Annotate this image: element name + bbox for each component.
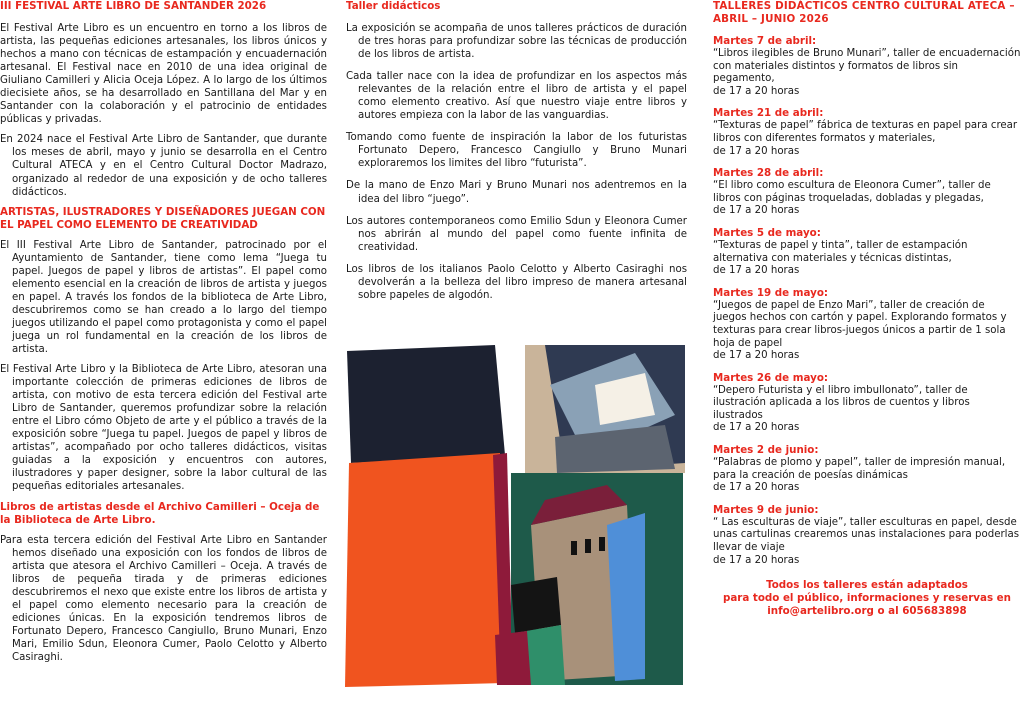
- workshop-description: “Texturas de papel” fábrica de texturas en papel para crear libros con diferentes formatos y materiales,: [713, 120, 1018, 144]
- workshop-description: “Texturas de papel y tinta”, taller de estampación alternativa con materiales y técnicas distintas,: [713, 239, 968, 264]
- workshop-description: “Libros ilegibles de Bruno Munari”, taller de encuadernación con materiales distintos y formatos de libros sin pegamento,: [713, 48, 1021, 85]
- closing-line-2: para todo el público, informaciones y reservas en: [722, 592, 1011, 605]
- workshop-item: [713, 444, 1021, 495]
- workshops-paragraph-4: De la mano de Enzo Mari y Bruno Munari nos adentremos en la idea del libro “juego”.: [346, 180, 687, 205]
- collage-window: [571, 541, 577, 555]
- workshop-item: [713, 107, 1021, 158]
- workshop-item: [713, 287, 1021, 363]
- workshop-description: “Depero Futurista y el libro imbullonato”, taller de ilustración aplicada a los libros de cuentos y libros ilustrados: [713, 384, 970, 421]
- column-workshop-schedule: [713, 0, 1021, 618]
- collage-navy-sheet: [347, 345, 505, 463]
- workshop-time: de 17 a 20 horas: [713, 554, 800, 566]
- workshops-paragraph-2: Cada taller nace con la idea de profundizar en los aspectos más relevantes de la relación entre el libro de artista y el papel como elemento creativo. Así que nuestro viaje entre libros y autores empieza con la labor de las vanguardias.: [346, 71, 687, 122]
- workshop-date: Martes 2 de junio:: [713, 444, 819, 457]
- workshop-date: Martes 28 de abril:: [713, 167, 824, 180]
- workshop-time: de 17 a 20 horas: [713, 422, 800, 434]
- workshop-description: “Palabras de plomo y papel”, taller de impresión manual, para la creación de poesías dinámicas: [713, 457, 1006, 481]
- workshops-paragraph-5: Los autores contemporaneos como Emilio Sdun y Eleonora Cumer nos abrirán al mundo del papel como fuente infinita de creatividad.: [346, 215, 687, 253]
- workshop-item: [713, 372, 1021, 435]
- workshop-item: [713, 167, 1021, 218]
- column-festival-info: [0, 0, 327, 664]
- collage-orange-sheet: [345, 453, 505, 687]
- workshop-time: de 17 a 20 horas: [713, 265, 800, 277]
- festival-heading: III FESTIVAL ARTE LIBRO DE SANTANDER 2026: [0, 0, 267, 12]
- workshop-time: de 17 a 20 horas: [713, 85, 800, 97]
- workshops-heading: Taller didácticos: [346, 0, 441, 12]
- workshop-date: Martes 5 de mayo:: [713, 226, 821, 239]
- workshops-paragraph-6: Los libros de los italianos Paolo Celotto y Alberto Casiraghi nos devolverán a la belleza del libro impreso de manera artesanal sobre papeles de algodón.: [346, 263, 687, 301]
- festival-theme-paragraph: El III Festival Arte Libro de Santander, patrocinado por el Ayuntamiento de Santander, tiene como lema “Juega tu papel. Juegos de papel y libros de artistas”. El papel como elemento esencial en la creación de libros de artista y juegos en papel. A través los fondos de la biblioteca de Arte Libro, descubriremos como se han creado a lo largo del tiempo juegos utilizando el papel como protagonista y como el papel juega un rol fundamental en la creación de los libros de artista.: [0, 239, 327, 355]
- workshops-paragraph-1: La exposición se acompaña de unos talleres prácticos de duración de tres horas para profundizar sobre las técnicas de producción de los libros de artista.: [346, 23, 687, 61]
- workshop-date: Martes 26 de mayo:: [713, 371, 829, 384]
- collage-black-piece: [511, 577, 561, 633]
- festival-2024-paragraph: En 2024 nace el Festival Arte Libro de Santander, que durante los meses de abril, mayo y junio se desarrolla en el Centro Cultural ATECA y en el Centro Cultural Doctor Madrazo, organizado al rededor de una exposición y de ocho talleres didácticos.: [0, 134, 327, 198]
- collage-window: [599, 537, 605, 551]
- workshop-item: [713, 227, 1021, 278]
- schedule-heading: TALLERES DIDÁCTICOS CENTRO CULTURAL ATECA – ABRIL – JUNIO 2026: [713, 0, 1015, 25]
- closing-note: [713, 579, 1021, 618]
- artists-heading: ARTISTAS, ILUSTRADORES Y DISEÑADORES JUEGAN CON EL PAPEL COMO ELEMENTO DE CREATIVIDAD: [0, 205, 326, 231]
- contact-info[interactable]: info@artelibro.org o al 605683898: [767, 605, 967, 618]
- workshop-description: “Juegos de papel de Enzo Mari”, taller de creación de juegos hechos con cartón y papel. Explorando formatos y texturas para crear libros-juegos únicos a partir de 1 sola hoja de papel: [713, 299, 1007, 349]
- workshop-time: de 17 a 20 horas: [713, 205, 800, 217]
- workshop-time: de 17 a 20 horas: [713, 482, 800, 494]
- workshop-item: [713, 35, 1021, 98]
- workshop-time: de 17 a 20 horas: [713, 350, 800, 362]
- workshop-item: [713, 504, 1021, 567]
- column-workshops-intro: [346, 0, 687, 302]
- workshop-date: Martes 21 de abril:: [713, 107, 824, 120]
- workshop-description: “El libro como escultura de Eleonora Cumer”, taller de libros con páginas troqueladas, dobladas y plegadas,: [713, 180, 991, 204]
- workshops-paragraph-3: Tomando como fuente de inspiración la labor de los futuristas Fortunato Depero, Francesco Cangiullo y Bruno Munari exploraremos los limites del libro “futurista”.: [346, 132, 687, 170]
- festival-intro-paragraph: El Festival Arte Libro es un encuentro en torno a los libros de artista, las pequeñas ediciones artesanales, los libros únicos y hechos a mano con técnicas de estampación y encuadernación artesanal. El Festival nace en 2010 de una idea original de Giuliano Camilleri y Alicia Oceja López. A lo largo de los últimos diecisiete años, se ha desarrollado en Santillana del Mar y en Santander con la colaboración y el patrocinio de entidades públicas y privadas.: [0, 23, 327, 126]
- workshop-time: de 17 a 20 horas: [713, 145, 800, 157]
- library-collection-paragraph: El Festival Arte Libro y la Biblioteca de Arte Libro, atesoran una importante colección de primeras ediciones de libros de artista, con motivo de esta tercera edición del Festival arte Libro de Santander, queremos profundizar sobre la relación entre el Libro cómo Objeto de arte y el público a través de la exposición sobre “Juega tu papel. Juegos de papel y libros de artistas”, acompañado por ocho talleres didácticos, visitas guiadas a la exposición y encuentros con autores, ilustradores y paper designer, sobre la labor cultural de las pequeñas editoriales artesanales.: [0, 364, 327, 493]
- workshop-description: “ Las esculturas de viaje”, taller esculturas en papel, desde unas cartulinas crearemos unas instalaciones para poderlas llevar de viaje: [713, 516, 1020, 554]
- collage-window: [585, 539, 591, 553]
- collage-wine-piece: [495, 631, 531, 685]
- closing-line-1: Todos los talleres están adaptados: [766, 579, 968, 592]
- workshop-date: Martes 7 de abril:: [713, 35, 817, 47]
- exhibition-paragraph: Para esta tercera edición del Festival Arte Libro en Santander hemos diseñado una exposición con los fondos de libros de artista que atesora el Archivo Camilleri – Oceja. A través de libros de pequeña tirada y de primeras ediciones descubriremos el nexo que existe entre los libros de artista y el papel como elemento necesario para la creación de ediciones únicas. En la exposición tendremos libros de Fortunato Depero, Francesco Cangiullo, Bruno Munari, Enzo Mari, Emilio Sdun, Eleonora Cumer, Paolo Celotto y Alberto Casiraghi.: [0, 534, 327, 663]
- archive-heading: Libros de artistas desde el Archivo Camilleri – Oceja de la Biblioteca de Arte Libro.: [0, 500, 320, 526]
- workshop-date: Martes 19 de mayo:: [713, 286, 829, 299]
- workshop-date: Martes 9 de junio:: [713, 503, 819, 516]
- paper-collage-artwork: [345, 345, 685, 687]
